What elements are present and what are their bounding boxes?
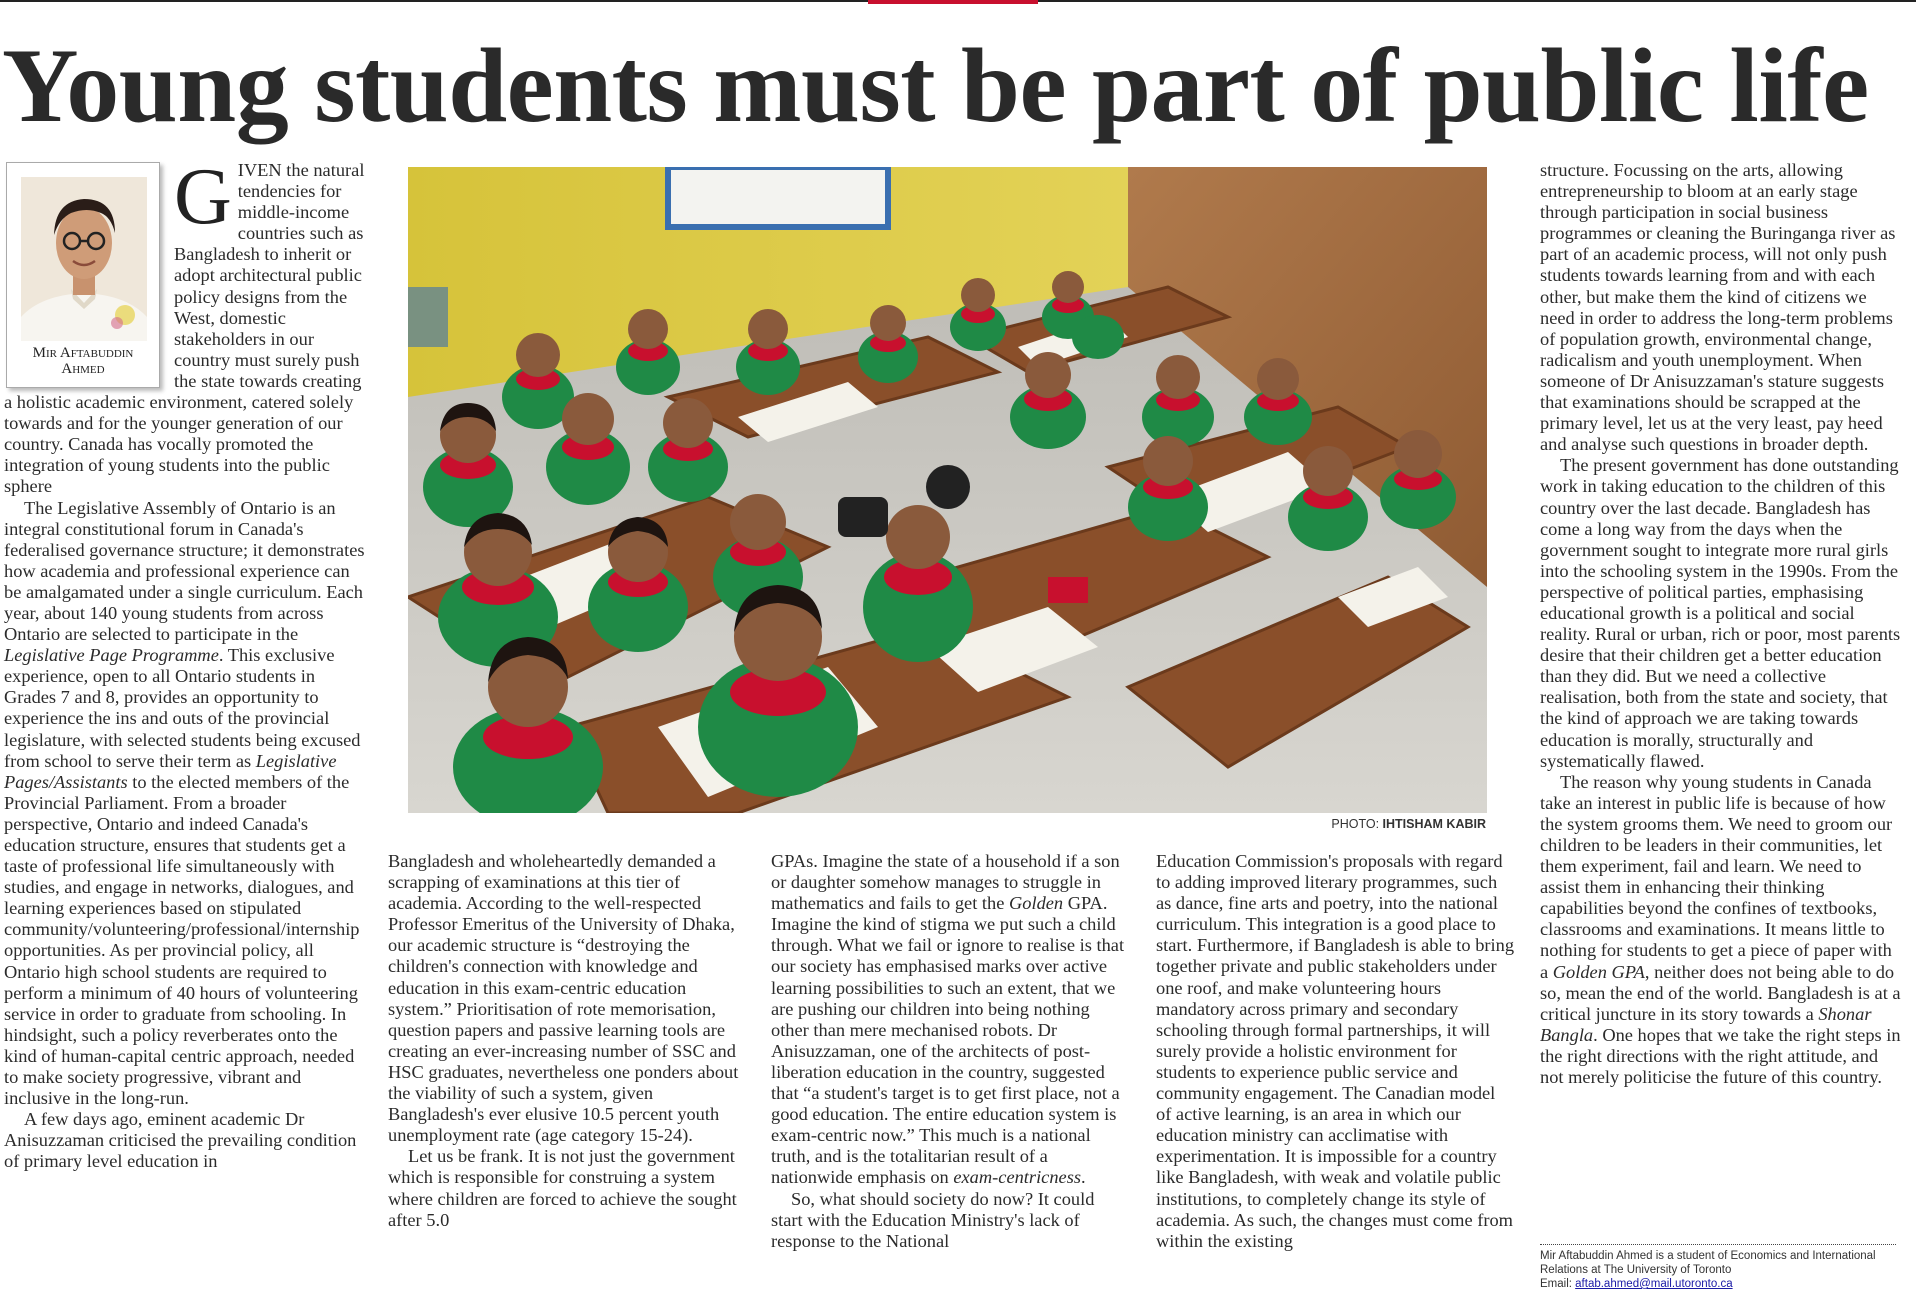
paragraph: So, what should society do now? It could start with the Education Ministry's lack of response to the National <box>771 1188 1095 1251</box>
emphasis-text: exam-centricness <box>953 1167 1082 1188</box>
section-tab <box>868 0 1038 4</box>
top-rule-right <box>1038 0 1916 2</box>
headline: Young students must be part of public life <box>2 27 1869 144</box>
paragraph <box>771 851 1130 1189</box>
paragraph <box>1540 772 1904 1088</box>
paragraph: Education Commission's proposals with regard to adding improved literary programmes, such as dance, fine arts and poetry, into the national curriculum. This integration is a good place to start. Furthermore, if Bangladesh is able to bring together private and public stakeholders under one roof, and make volunteering hours mandatory across primary and secondary schooling through formal partnerships, it will surely provide a holistic environment for students to experience public service and community engagement. The Canadian model of active learning, is an area in which our education ministry can acclimatise with experimentation. It is impossible for a country like Bangladesh, with weak and volatile public institutions, to completely change its style of academia. As such, the changes must come from within the existing <box>1156 851 1515 1251</box>
emphasis-text: Shonar Bangla <box>1540 1003 1872 1045</box>
text-run: The reason why young students in Canada take an interest in public life is because of how the system grooms them. We need to groom our children to be leaders in their communities, let them experiment, fail and learn. We need to assist them in enhancing their thinking capabilities beyond the confines of textbooks, classrooms and examinations. It means little to nothing for students to get a piece of paper with a <box>1540 771 1893 982</box>
drop-cap: G <box>174 153 232 241</box>
author-note <box>1540 1249 1910 1291</box>
paragraph: Bangladesh and wholeheartedly demanded a scrapping of examinations at this tier of academia. According to the well-respected Professor Emeritus of the University of Dhaka, our academic structure is “destroying the children's connection with knowledge and education in this exam-centric education system.” Prioritisation of rote memorisation, question papers and passive learning tools are creating an ever-increasing number of SSC and HSC graduates, nevertheless one ponders about the viability of such a system, given Bangladesh's ever elusive 10.5 percent youth unemployment rate (age category 15-24). <box>388 851 739 1146</box>
author-byline-box <box>6 162 160 388</box>
author-name-line1: Mir Aftabuddin <box>32 345 134 361</box>
text-run: , neither does not being able to do so, mean the end of the world. Bangladesh is at a critical juncture in its story towards a <box>1540 961 1901 1024</box>
text-run: . One hopes that we take the right steps in the right directions with the right attitude, and not merely politicise the future of this country. <box>1540 1024 1901 1088</box>
paragraph: IVEN the natural tendencies for middle-income countries such as Bangladesh to inherit or adopt architectural public policy designs from the West, domestic stakeholders in our country must surely push the state towards creating a holistic academic environment, catered solely towards and for the younger generation of our country. Canada has vocally promoted the integration of young students into the public sphere <box>4 160 365 497</box>
photo-credit-name: IHTISHAM KABIR <box>1382 817 1486 831</box>
author-note-text: Mir Aftabuddin Ahmed is a student of Economics and International Relations at The University of Toronto <box>1540 1250 1876 1276</box>
author-email-link[interactable]: aftab.ahmed@mail.utoronto.ca <box>1575 1278 1733 1290</box>
classroom-photo <box>408 167 1487 813</box>
text-run: to the elected members of the Provincial Parliament. From a broader perspective, Ontario and indeed Canada's education structure, ensures that students get a taste of professional life simultaneously with studies, and engage in networks, dialogues, and learning experiences based on stipulated community/volunteering/professional/internship opportunities. As per provincial policy, all Ontario high school students are required to perform a minimum of 40 hours of volunteering service in order to graduate from schooling. In hindsight, such a policy reverberates onto the kind of human-capital centric approach, needed to make society progressive, vibrant and inclusive in the long-run. <box>4 771 360 1109</box>
author-portrait-drawing <box>21 177 147 341</box>
emphasis-text: Legislative Page Programme <box>4 645 219 666</box>
top-rule-left <box>0 0 868 2</box>
author-name-line2: Ahmed <box>61 361 105 377</box>
paragraph <box>4 498 368 1110</box>
text-run: GPA. Imagine the kind of stigma we put such a child through. What we fail or ignore to realise is that our society has emphasised marks over active learning possibilities to such an extent, that we are pushing our children into being nothing other than mere mechanised robots. Dr Anisuzzaman, one of the architects of post-liberation education in the country, suggested that “a student's target is to get first place, not a good education. The entire education system is exam-centric now.” This much is a national truth, and is the totalitarian result of a nationwide emphasis on <box>771 893 1125 1188</box>
article-column-1 <box>4 153 368 1173</box>
paragraph: A few days ago, eminent academic Dr Anisuzzaman criticised the prevailing condition of primary level education in <box>4 1109 357 1172</box>
photo-credit <box>1200 817 1486 831</box>
article-photo <box>408 167 1487 813</box>
text-run: The Legislative Assembly of Ontario is an integral constitutional forum in Canada's federalised governance structure; it demonstrates how academia and professional experience can be amalgamated under a single curriculum. Each year, about 140 young students from across Ontario are selected to participate in the <box>4 497 365 645</box>
text-run: GPAs. Imagine the state of a household if a son or daughter somehow manages to struggle in mathematics and fails to get the <box>771 851 1120 914</box>
emphasis-text: Golden GPA <box>1552 961 1645 982</box>
photo-credit-label: PHOTO: <box>1331 817 1383 831</box>
emphasis-text: Golden <box>1008 893 1064 914</box>
paragraph: The present government has done outstanding work in taking education to the children of this country over the last decade. Bangladesh has come a long way from the days when the government sought to integrate more rural girls into the schooling system in the 1990s. From the perspective of political parties, emphasising educational growth is a political and social reality. Rural or urban, rich or poor, most parents desire that their children get a better education than they did. But we need a collective realisation, both from the state and society, that the kind of approach we are taking towards education is morally, structurally and systematically flawed. <box>1540 455 1901 771</box>
paragraph: structure. Focussing on the arts, allowing entrepreneurship to bloom at an early stage through participation in social business programmes or cleaning the Buringanga river as part of an academic process, will not only push students towards learning from and with each other, but make them the kind of citizens we need in order to address the long-term problems of population growth, environmental change, radicalism and youth unemployment. When someone of Dr Anisuzzaman's stature suggests that examinations should be scrapped at the primary level, let us at the very least, pay heed and analyse such questions in broader depth. <box>1540 160 1896 455</box>
text-run: . <box>1081 1167 1086 1188</box>
author-note-divider <box>1540 1244 1896 1245</box>
article-column-4 <box>1156 851 1515 1252</box>
emphasis-text: Legislative Pages/Assistants <box>4 750 337 792</box>
article-column-3 <box>771 851 1130 1252</box>
text-run: . This exclusive experience, open to all Ontario students in Grades 7 and 8, provides an opportunity to experience the ins and outs of the provincial legislature, with selected students being excused from school to serve their term as <box>4 645 361 771</box>
article-column-5 <box>1540 160 1904 1088</box>
article-column-2 <box>388 851 747 1231</box>
author-email-label: Email: <box>1540 1278 1576 1290</box>
author-name <box>7 345 159 377</box>
author-portrait <box>21 177 147 341</box>
paragraph: Let us be frank. It is not just the government which is responsible for construing a system where children are forced to achieve the sought after 5.0 <box>388 1146 737 1230</box>
